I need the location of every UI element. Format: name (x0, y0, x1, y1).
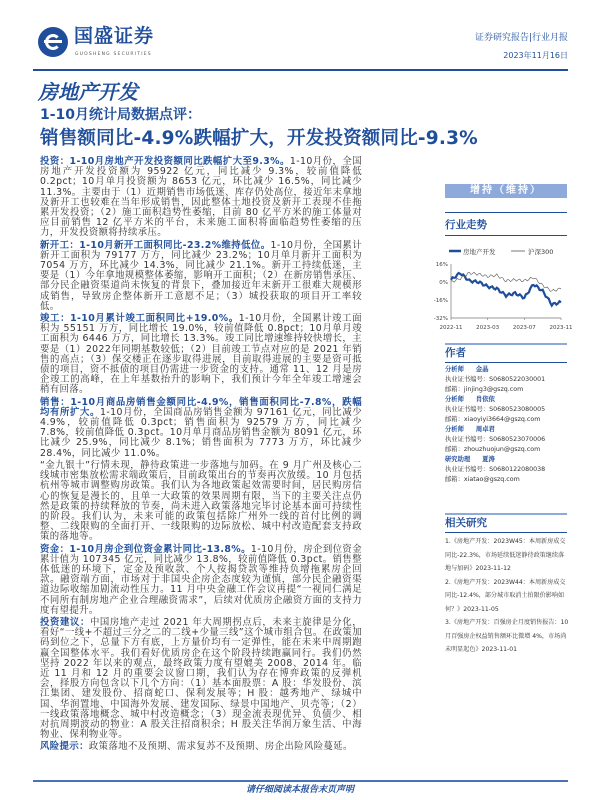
report-date: 2023年11月16日 (503, 51, 568, 60)
chart-lines (451, 272, 561, 305)
logo-text: 国盛证券 (74, 25, 155, 47)
chart-legend (449, 247, 553, 256)
paragraph-text: 1-10月份，全国累计新开工面积为 79177 万方，同比减少 23.2%；10月单月新开工面积为 7054 万方，环比减少 14.3%，同比减少 21.1%。新开工持续低迷，主要是（1）今年拿地规模整体萎缩，影响开工面积；（2）在新房销售承压、部分民企融资渠道尚未恢复的背景下，叠加接近年末新开工很难大规模形成销售，导致房企整体新开工意愿不足；（3）城投获取的项目开工率较低。 (40, 239, 362, 312)
paragraph-lead: 竣工：1-10月累计竣工面积同比+19.0%。 (40, 313, 239, 325)
analyst-name: 周卓君 (475, 426, 495, 433)
footer-divider (33, 780, 568, 782)
analyst-entry (445, 455, 570, 465)
logo-mark-icon (38, 27, 68, 57)
paragraph-text: 1-10月份，全国累计竣工面积为 55151 万方，同比增长 19.0%，较前值降低 0.8pct；10月单月竣工面积为 6446 万方，同比增长 13.3%。竣工同比增速维持较快增长，主要是（1）2022年同期基数较低；（2）目前竣工节点对应的是 2021 年销售的高点；（3）保交楼正在逐步取得进展，目前取得进展的主要是资可抵债的项目，资不抵债的项目仍需进一步资金的支持。通常 11、12 月是房企竣工的高峰，在上年基数抬升的影响下，我们预计今年全年竣工增速会稍有回落。 (40, 313, 362, 396)
analyst-entry (445, 395, 570, 405)
analyst-email[interactable]: 邮箱：xiaoyiyi3664@gszq.com (445, 416, 541, 423)
rating-badge: 增持（维持） (445, 184, 567, 198)
legend-label-property: 房地产开发 (463, 248, 496, 256)
y-tick-label: -32% (433, 316, 448, 322)
analyst-email[interactable]: 邮箱：xiatao@gszq.com (445, 476, 520, 483)
paragraph-new-starts (40, 241, 362, 312)
x-tick-label: 2022-11 (439, 325, 463, 331)
analyst-name: 金晶 (475, 366, 489, 373)
legend-label-csi300: 沪深300 (528, 248, 554, 256)
analyst-email[interactable]: 邮箱：zhouzhuojun@gszq.com (445, 446, 541, 453)
analyst-name: 夏涛 (482, 456, 495, 463)
analyst-entry (445, 425, 570, 435)
logo-subtext: GUOSHENG SECURITIES (75, 52, 152, 57)
trend-heading: 行业走势 (445, 219, 487, 231)
paragraph-funding (40, 545, 362, 616)
related-research-list (445, 535, 569, 657)
logo (38, 27, 168, 61)
analyst-email[interactable]: 邮箱：jinjing3@gszq.com (445, 386, 524, 393)
related-report-link[interactable]: 3.《房地产开发：百强房企月度销售报告：10 月百强房企权益销售额环比微增 4%，市场尚未明显起色》2023-11-01 (445, 619, 569, 653)
paragraph-lead: 风险提示： (40, 741, 89, 753)
paragraph-text: 中国房地产走过 2021 年大周期拐点后，未来主旋律是分化，看好“一线+不超过三分之二的二线+少量三线”这个城市组合包。在政策加码到位之下，总量下方有底，上方量价均有一定弹性，能在未来中周期跑赢全国整体水平。我们看好优质房企在这个阶段持续跑赢同行。我们仍然坚持 2022 年以来的观点，最终政策力度有望媲美 2008、2014 年。临近 11 月和 12 月的重要会议窗口期，我们认为存在博弈政策的反弹机会，择股方向包含以下几个方向：（1）基本面股票：A 股：华发股份、滨江集团、建发股份、招商蛇口、保利发展等；H 股：越秀地产、绿城中国、华润置地、中国海外发展、建发国际、绿景中国地产、贝壳等；（2）一线政策落地概念、城中村改造概念；（3）现金流表现优异、负债少、相对抗周期波动的物业：A 股关注招商积余；H 股关注华润万象生活、中海物业、保利物业等。 (40, 616, 362, 741)
analyst-list (445, 365, 570, 485)
report-subtitle: 1-10月统计局数据点评： (40, 107, 202, 123)
divider (445, 343, 567, 345)
related-heading: 相关研究 (445, 517, 487, 529)
divider (445, 532, 567, 533)
analyst-name: 肖依依 (475, 396, 495, 403)
author-heading: 作者 (445, 347, 466, 359)
analyst-cert: 执业证书编号：S0680523070006 (445, 436, 546, 443)
analyst-cert: 执业证书编号：S0680122080038 (445, 466, 546, 473)
paragraph-text: 政策落地不及预期、需求复苏不及预期、房企出险风险蔓延。 (88, 741, 353, 753)
divider (445, 513, 567, 515)
chart-axes (434, 262, 573, 331)
y-tick-label: 0% (439, 280, 448, 286)
report-type: 证券研究报告|行业月报 (474, 33, 568, 43)
paragraph-risk (40, 742, 362, 752)
series-line-csi300 (451, 272, 561, 291)
y-tick-label: 16% (435, 262, 448, 268)
related-report-link[interactable]: 1.《房地产开发：2023W45：本周新房成交同比-22.3%，市场延续低迷静待政策继续落地与加码》2023-11-12 (445, 538, 566, 572)
analyst-role: 分析师 (445, 426, 464, 433)
y-tick-label: -16% (433, 298, 448, 304)
paragraph-policy (40, 461, 362, 543)
related-report-link[interactable]: 2.《房地产开发：2023W44：本周新房成交同比-12.4%，部分城市取消土拍限价影响如何？》2023-11-05 (445, 578, 566, 613)
paragraph-text: “金九银十”行情未现，静待政策进一步落地与加码。在 9 月广州及核心二线城市密集放松需求端政策后，目前政策出台的节奏再次放缓。10 月包括杭州等城市调整购房政策。我们认为各地政策起效需要时间，居民购房信心的恢复是漫长的，且单一大政策的效果周期有限，当下的主要关注点仍然是政策的持续释放的节奏，尚未进入政策落地完毕讨论基本面可持续性的阶段。我们认为，未来可能的政策包括除广州外一线的首付比例的调整、二线限购的全面打开、一线限购的边际放松、城中村改造配套支持政策的落地等。 (40, 459, 362, 543)
footer-disclaimer: 请仔细阅读本报告末页声明 (245, 785, 354, 795)
report-body (40, 157, 362, 755)
paragraph-completions (40, 314, 362, 396)
analyst-role: 研究助理 (445, 456, 471, 463)
paragraph-text: 1-10月份，全国房地产开发投资额为 95922 亿元，同比减少 9.3%，较前值降低 0.2pct；10月单月投资额为 8653 亿元，环比减少 16.5%，同比减少 11.3%。主要由于（1）近期销售市场低迷、库存仍处高位，接近年末拿地及新开工也较难在当年形成销售，因此整体土地投资及新开工表现不佳拖累开发投资；（2）施工面积趋势性萎缩，目前 80 亿平方米的施工体量对应目前销售 12 亿平方米的平台，未来施工面积将面临趋势性萎缩的压力，开发投资额将持续承压。 (40, 156, 362, 239)
paragraph-recommendation (40, 618, 362, 740)
trend-chart (425, 240, 575, 338)
analyst-role: 分析师 (445, 396, 464, 403)
analyst-role: 分析师 (445, 366, 464, 373)
divider (445, 212, 567, 213)
analyst-cert: 执业证书编号：S0680523080005 (445, 406, 546, 413)
analyst-cert: 执业证书编号：S0680522030001 (445, 376, 546, 383)
paragraph-text: 1-10月份，房企到位资金累计值为 107345 亿元，同比减少 13.8%，较前值降低 0.3pct。销售整体低迷的环境下，定金及预收款、个人按揭贷款等维持负增拖累房企回款。融资端方面，市场对于非国央企房企态度较为谨慎，部分民企融资渠道边际收缩加剧流动性压力。11 月中央金融工作会议再提“一视同仁满足不同所有制房地产企业合理融资需求”，后续对优质房企融资方面的支持力度有望提升。 (40, 543, 362, 616)
divider (445, 235, 567, 236)
paragraph-sales (40, 398, 362, 459)
paragraph-lead: 资金：1-10月房企到位资金累计同比-13.8%。 (40, 543, 251, 555)
report-headline: 销售额同比-4.9%跌幅扩大，开发投资额同比-9.3% (40, 128, 478, 149)
industry-title: 房地产开发 (38, 80, 138, 104)
header-divider (33, 69, 568, 71)
x-tick-label: 2023-11 (549, 325, 573, 331)
series-line-property (451, 273, 561, 306)
paragraph-lead: 销售：1-10月商品房销售金额同比-4.9%，销售面积同比-7.8%，跌幅均有所扩大。 (40, 396, 362, 418)
paragraph-investment (40, 157, 362, 239)
x-tick-label: 2023-03 (476, 325, 500, 331)
x-tick-label: 2023-07 (512, 325, 536, 331)
divider (445, 362, 567, 363)
paragraph-text: 1-10月份，全国商品房销售金额为 97161 亿元，同比减少 4.9%，较前值降低 0.3pct；销售面积为 92579 万方，同比减少 7.8%，较前值降低 0.3pct。10月单月商品房销售金额为 8091 亿元，环比减少 25.9%，同比减少 8.1%；销售面积为 7773 万方，环比减少 28.4%，同比减少 11.0%。 (40, 406, 363, 459)
analyst-entry (445, 365, 570, 375)
paragraph-lead: 投资建议： (40, 616, 90, 628)
paragraph-lead: 投资：1-10月房地产开发投资额同比跌幅扩大至9.3%。 (40, 156, 290, 167)
paragraph-lead: 新开工：1-10月新开工面积同比-23.2%维持低位。 (40, 239, 271, 251)
